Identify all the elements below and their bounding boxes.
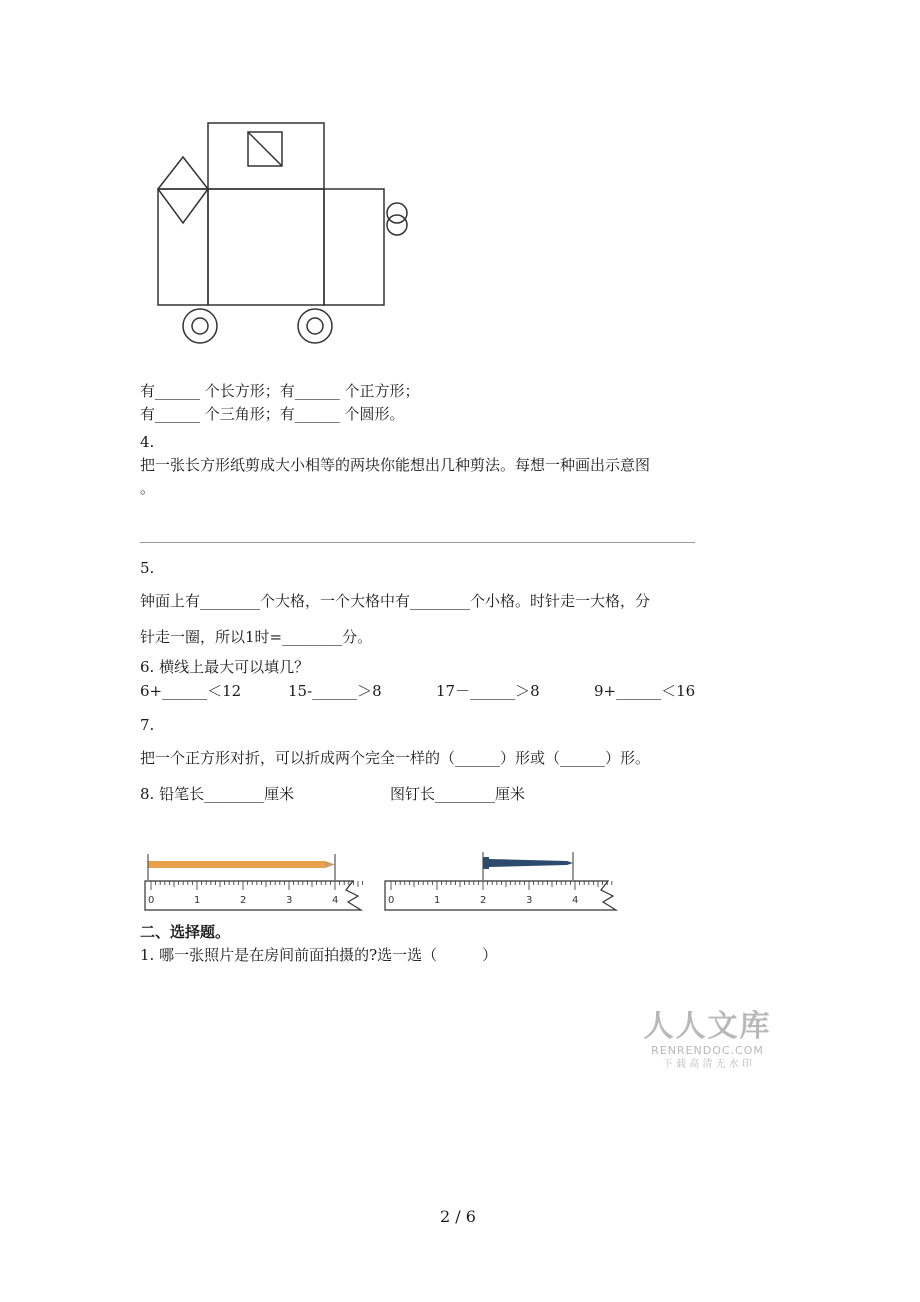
- ruler-label: 1: [194, 895, 201, 906]
- page-number: 2 / 6: [440, 1207, 476, 1226]
- watermark: [640, 1010, 775, 1072]
- q8-pencil-text: 8. 铅笔长________厘米: [140, 785, 295, 803]
- nail-ruler-figure: [383, 848, 628, 918]
- cabin-rectangle: [208, 123, 324, 189]
- rear-circle-bottom: [387, 215, 407, 235]
- q4-text: 把一张长方形纸剪成大小相等的两块你能想出几种剪法。每想一种画出示意图: [140, 456, 651, 474]
- wheel-left-inner: [192, 318, 208, 334]
- ruler-1: [145, 881, 361, 910]
- rear-rectangle: [324, 189, 384, 305]
- ruler-label: 4: [332, 895, 339, 906]
- train-figure: [150, 115, 420, 355]
- pencil-ruler-figure: [143, 848, 383, 918]
- front-rectangle: [158, 189, 208, 305]
- section2-heading: 二、选择题。: [140, 923, 231, 941]
- ruler-label: 1: [434, 895, 441, 906]
- section2-q1: 1. 哪一张照片是在房间前面拍摄的?选一选（ ）: [140, 946, 498, 964]
- q6-item-3: 17－______＞8: [436, 682, 540, 700]
- body-rectangle: [208, 189, 324, 305]
- ruler-label: 3: [526, 895, 533, 906]
- nail-body: [489, 859, 573, 867]
- rear-circle-top: [387, 203, 407, 223]
- ruler-label: 0: [388, 895, 395, 906]
- q5-line1: 钟面上有________个大格，一个大格中有________个小格。时针走一大格，分: [140, 592, 651, 610]
- wheel-left-outer: [183, 309, 217, 343]
- q5-number: 5.: [140, 559, 155, 577]
- q4-number: 4.: [140, 433, 155, 451]
- ruler-label: 2: [480, 895, 487, 906]
- wheel-right-inner: [307, 318, 323, 334]
- answer-line: [140, 542, 695, 543]
- q7-number: 7.: [140, 716, 155, 734]
- pencil-tip: [325, 861, 335, 868]
- q3-line2: 有______ 个三角形；有______ 个圆形。: [140, 405, 405, 423]
- ruler-label: 2: [240, 895, 247, 906]
- q6-title: 6. 横线上最大可以填几？: [140, 658, 310, 676]
- watermark-title: 人人文库: [643, 1009, 772, 1044]
- q6-item-2: 15-______＞8: [288, 682, 382, 700]
- ruler-label: 4: [572, 895, 579, 906]
- ruler-label: 0: [148, 895, 155, 906]
- q5-line2: 针走一圈，所以1时=________分。: [140, 628, 373, 646]
- nail-head: [483, 857, 489, 869]
- q8-nail-text: 图钉长________厘米: [390, 785, 526, 803]
- ruler-label: 3: [286, 895, 293, 906]
- diamond-shape: [158, 157, 208, 223]
- watermark-site: RENRENDOC.COM: [651, 1044, 764, 1057]
- q6-item-4: 9+______＜16: [594, 682, 696, 700]
- wheel-right-outer: [298, 309, 332, 343]
- pencil: [148, 861, 325, 868]
- q7-text: 把一个正方形对折，可以折成两个完全一样的（______）形或（______）形。: [140, 749, 651, 767]
- watermark-sub: 下 载 高 清 无 水 印: [662, 1059, 753, 1070]
- q3-line1: 有______ 个长方形；有______ 个正方形；: [140, 382, 420, 400]
- q6-item-1: 6+______＜12: [140, 682, 242, 700]
- q4-text-cont: 。: [140, 479, 156, 497]
- ruler-2: [385, 881, 616, 910]
